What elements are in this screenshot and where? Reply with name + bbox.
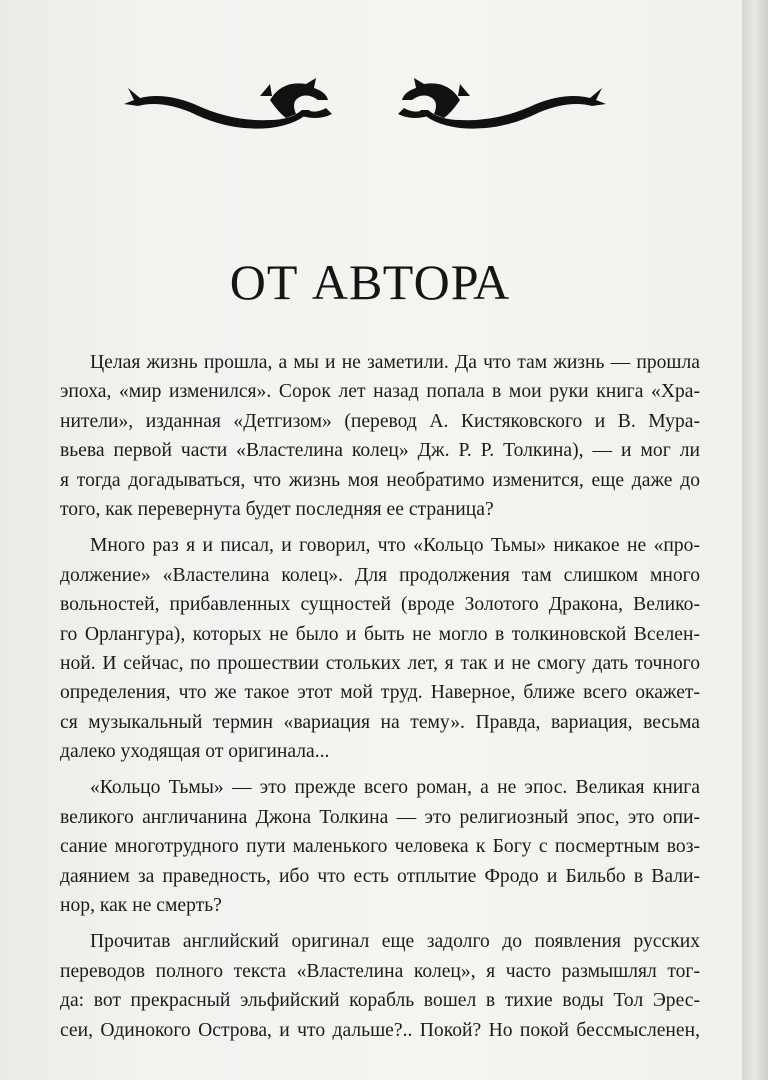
- text-line: сеи, Одинокого Острова, и что дальше?.. Покой? Но покой бессмысленен,: [60, 1019, 700, 1041]
- text-line: да: вот прекрасный эльфийский корабль вошел в тихие воды Тол Эрес-: [60, 990, 700, 1012]
- text-line: сание многотрудного пути маленького человека к Богу с посмертным воз-: [60, 836, 700, 858]
- paragraph-2: [60, 531, 700, 766]
- paragraph-3: [60, 773, 700, 920]
- page-edge: [742, 0, 768, 1080]
- text-line: Прочитав английский оригинал еще задолго до появления русских: [90, 931, 700, 953]
- text-line: эпоха, «мир изменился». Сорок лет назад попала в мои руки книга «Хра-: [60, 381, 700, 403]
- text-line: я тогда догадываться, что жизнь моя необратимо изменится, еще даже до: [60, 469, 700, 491]
- text-line: го Орлангура), которых не было и быть не могло в толкиновской Вселен-: [60, 623, 700, 645]
- text-line: нор, как не смерть?: [60, 895, 222, 917]
- text-line: ся музыкальный термин «вариация на тему». Правда, вариация, весьма: [60, 711, 700, 733]
- text-line: Целая жизнь прошла, а мы и не заметили. Да что там жизнь — прошла: [90, 352, 700, 373]
- text-line: определения, что же такое этот мой труд. Наверное, ближе всего окажет-: [60, 682, 700, 704]
- text-line: великого англичанина Джона Толкина — это религиозный эпос, это опи-: [60, 806, 700, 828]
- text-line: нители», изданная «Детгизом» (перевод А. Кистяковского и В. Мура-: [60, 410, 700, 432]
- twin-dragons-icon: [120, 70, 610, 150]
- text-line: вьева первой части «Властелина колец» Дж. Р. Р. Толкина), — и мог ли: [60, 440, 700, 462]
- text-line: ной. И сейчас, по прошествии стольких лет, я так и не смогу дать точного: [60, 652, 700, 674]
- chapter-title: ОТ АВТОРА: [229, 254, 511, 310]
- paragraph-1: [60, 348, 700, 524]
- text-line: даянием за праведность, ибо что есть отплытие Фродо и Бильбо в Вали-: [60, 865, 700, 887]
- text-line: того, как перевернута будет последняя ее страница?: [60, 498, 494, 520]
- text-line: «Кольцо Тьмы» — это прежде всего роман, а не эпос. Великая книга: [90, 777, 700, 799]
- body-text: [60, 348, 700, 1052]
- text-line: переводов полного текста «Властелина колец», я часто размышлял тог-: [60, 960, 700, 982]
- text-line: должение» «Властелина колец». Для продолжения там слишком много: [60, 564, 700, 586]
- text-line: далеко уходящая от оригинала...: [60, 741, 330, 763]
- text-line: Много раз я и писал, и говорил, что «Кольцо Тьмы» никакое не «про-: [90, 535, 700, 557]
- text-line: вольностей, прибавленных сущностей (вроде Золотого Дракона, Велико-: [60, 594, 700, 616]
- paragraph-4: [60, 927, 700, 1045]
